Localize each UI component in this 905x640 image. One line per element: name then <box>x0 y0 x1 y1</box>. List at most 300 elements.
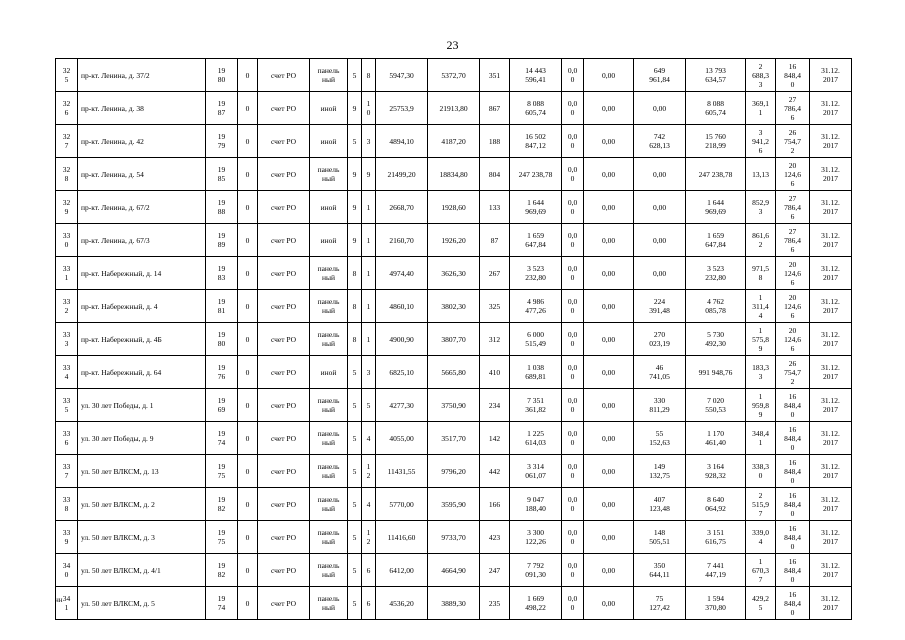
cell-build-year: 19 89 <box>206 224 238 257</box>
cell-wall-type: панель ный <box>310 323 348 356</box>
cell-fund-amount: 0,00 <box>584 389 634 422</box>
cell-deadline: 31.12. 2017 <box>810 521 852 554</box>
cell-living-area: 3626,30 <box>428 257 480 290</box>
table-row <box>56 59 852 92</box>
cell-unit-cost: 429,2 5 <box>746 587 776 620</box>
cell-deadline: 31.12. 2017 <box>810 158 852 191</box>
cell-fund-amount: 0,00 <box>584 422 634 455</box>
cell-living-area: 9733,70 <box>428 521 480 554</box>
cell-deadline: 31.12. 2017 <box>810 92 852 125</box>
cell-deadline: 31.12. 2017 <box>810 191 852 224</box>
cell-fund-amount: 0,00 <box>584 92 634 125</box>
cell-zero-col: 0 <box>238 488 258 521</box>
cell-living-area: 5372,70 <box>428 59 480 92</box>
cell-floors: 5 <box>348 554 362 587</box>
cell-fund-amount: 0,00 <box>584 488 634 521</box>
cell-fund-share: 0,0 0 <box>562 389 584 422</box>
cell-max-cost: 20 124,6 6 <box>776 257 810 290</box>
cell-address: пр-кт. Набережный, д. 14 <box>78 257 206 290</box>
cell-total-cost: 1 644 969,69 <box>510 191 562 224</box>
cell-other-funds: 7 020 550,53 <box>686 389 746 422</box>
cell-deadline: 31.12. 2017 <box>810 323 852 356</box>
cell-entrances: 3 <box>362 356 376 389</box>
cell-entrances: 1 2 <box>362 521 376 554</box>
table-row <box>56 389 852 422</box>
cell-address: пр-кт. Ленина, д. 54 <box>78 158 206 191</box>
cell-residents: 87 <box>480 224 510 257</box>
cell-owner-funds: 407 123,48 <box>634 488 686 521</box>
cell-total-cost: 3 523 232,80 <box>510 257 562 290</box>
cell-address: ул. 30 лет Победы, д. 9 <box>78 422 206 455</box>
cell-build-year: 19 74 <box>206 587 238 620</box>
cell-total-cost: 3 314 061,07 <box>510 455 562 488</box>
cell-floors: 9 <box>348 92 362 125</box>
cell-total-cost: 1 669 498,22 <box>510 587 562 620</box>
cell-owner-funds: 46 741,05 <box>634 356 686 389</box>
cell-zero-col: 0 <box>238 125 258 158</box>
cell-total-area: 4860,10 <box>376 290 428 323</box>
cell-floors: 8 <box>348 257 362 290</box>
cell-unit-cost: 1 670,3 7 <box>746 554 776 587</box>
cell-zero-col: 0 <box>238 389 258 422</box>
cell-living-area: 5665,80 <box>428 356 480 389</box>
cell-address: ул. 50 лет ВЛКСМ, д. 13 <box>78 455 206 488</box>
cell-address: пр-кт. Набережный, д. 64 <box>78 356 206 389</box>
cell-living-area: 18834,80 <box>428 158 480 191</box>
cell-fund-amount: 0,00 <box>584 554 634 587</box>
cell-fund-amount: 0,00 <box>584 455 634 488</box>
footer-mark: нн <box>55 596 63 604</box>
cell-address: пр-кт. Набережный, д. 4 <box>78 290 206 323</box>
cell-fund-amount: 0,00 <box>584 257 634 290</box>
cell-deadline: 31.12. 2017 <box>810 224 852 257</box>
cell-account-type: счет РО <box>258 356 310 389</box>
cell-residents: 410 <box>480 356 510 389</box>
cell-other-funds: 1 659 647,84 <box>686 224 746 257</box>
cell-total-cost: 7 351 361,82 <box>510 389 562 422</box>
cell-total-cost: 247 238,78 <box>510 158 562 191</box>
cell-residents: 351 <box>480 59 510 92</box>
cell-address: ул. 30 лет Победы, д. 1 <box>78 389 206 422</box>
cell-zero-col: 0 <box>238 323 258 356</box>
cell-owner-funds: 742 628,13 <box>634 125 686 158</box>
cell-living-area: 3802,30 <box>428 290 480 323</box>
cell-wall-type: панель ный <box>310 455 348 488</box>
cell-fund-amount: 0,00 <box>584 587 634 620</box>
cell-total-area: 11431,55 <box>376 455 428 488</box>
cell-fund-share: 0,0 0 <box>562 554 584 587</box>
cell-fund-amount: 0,00 <box>584 521 634 554</box>
cell-wall-type: панель ный <box>310 587 348 620</box>
cell-fund-share: 0,0 0 <box>562 125 584 158</box>
cell-account-type: счет РО <box>258 59 310 92</box>
cell-residents: 234 <box>480 389 510 422</box>
cell-account-type: счет РО <box>258 92 310 125</box>
cell-total-cost: 14 443 596,41 <box>510 59 562 92</box>
table-row <box>56 290 852 323</box>
cell-row-number: 32 8 <box>56 158 78 191</box>
cell-build-year: 19 83 <box>206 257 238 290</box>
cell-owner-funds: 330 811,29 <box>634 389 686 422</box>
cell-unit-cost: 338,3 0 <box>746 455 776 488</box>
cell-entrances: 1 <box>362 257 376 290</box>
cell-deadline: 31.12. 2017 <box>810 290 852 323</box>
cell-other-funds: 1 644 969,69 <box>686 191 746 224</box>
cell-address: пр-кт. Ленина, д. 67/2 <box>78 191 206 224</box>
cell-other-funds: 15 760 218,99 <box>686 125 746 158</box>
cell-living-area: 21913,80 <box>428 92 480 125</box>
cell-total-cost: 7 792 091,30 <box>510 554 562 587</box>
table-row <box>56 422 852 455</box>
cell-total-area: 4974,40 <box>376 257 428 290</box>
cell-build-year: 19 82 <box>206 554 238 587</box>
cell-floors: 5 <box>348 389 362 422</box>
cell-wall-type: иной <box>310 125 348 158</box>
cell-build-year: 19 82 <box>206 488 238 521</box>
cell-zero-col: 0 <box>238 521 258 554</box>
cell-entrances: 4 <box>362 488 376 521</box>
table-row <box>56 356 852 389</box>
cell-entrances: 6 <box>362 587 376 620</box>
cell-floors: 5 <box>348 59 362 92</box>
cell-account-type: счет РО <box>258 224 310 257</box>
cell-entrances: 1 0 <box>362 92 376 125</box>
cell-owner-funds: 75 127,42 <box>634 587 686 620</box>
cell-deadline: 31.12. 2017 <box>810 125 852 158</box>
cell-total-area: 4055,00 <box>376 422 428 455</box>
cell-other-funds: 5 730 492,30 <box>686 323 746 356</box>
cell-unit-cost: 1 959,8 9 <box>746 389 776 422</box>
table-body <box>56 59 852 620</box>
cell-zero-col: 0 <box>238 59 258 92</box>
cell-address: пр-кт. Набережный, д. 4Б <box>78 323 206 356</box>
cell-fund-share: 0,0 0 <box>562 191 584 224</box>
table-row <box>56 224 852 257</box>
cell-entrances: 3 <box>362 125 376 158</box>
cell-living-area: 3807,70 <box>428 323 480 356</box>
cell-account-type: счет РО <box>258 587 310 620</box>
cell-total-cost: 8 088 605,74 <box>510 92 562 125</box>
table-row <box>56 587 852 620</box>
cell-owner-funds: 0,00 <box>634 191 686 224</box>
cell-zero-col: 0 <box>238 224 258 257</box>
table-row <box>56 521 852 554</box>
table-row <box>56 257 852 290</box>
cell-zero-col: 0 <box>238 191 258 224</box>
cell-owner-funds: 0,00 <box>634 92 686 125</box>
cell-build-year: 19 81 <box>206 290 238 323</box>
cell-unit-cost: 339,0 4 <box>746 521 776 554</box>
cell-living-area: 9796,20 <box>428 455 480 488</box>
cell-fund-amount: 0,00 <box>584 356 634 389</box>
cell-entrances: 6 <box>362 554 376 587</box>
table-row <box>56 92 852 125</box>
cell-build-year: 19 69 <box>206 389 238 422</box>
cell-account-type: счет РО <box>258 554 310 587</box>
table-row <box>56 191 852 224</box>
cell-address: пр-кт. Ленина, д. 38 <box>78 92 206 125</box>
cell-deadline: 31.12. 2017 <box>810 389 852 422</box>
cell-living-area: 3889,30 <box>428 587 480 620</box>
cell-residents: 235 <box>480 587 510 620</box>
page-number: 23 <box>446 38 459 52</box>
cell-residents: 325 <box>480 290 510 323</box>
cell-total-area: 6412,00 <box>376 554 428 587</box>
cell-unit-cost: 13,13 <box>746 158 776 191</box>
data-table-container <box>55 58 851 620</box>
cell-entrances: 1 <box>362 290 376 323</box>
cell-owner-funds: 0,00 <box>634 257 686 290</box>
cell-total-area: 4900,90 <box>376 323 428 356</box>
cell-other-funds: 3 151 616,75 <box>686 521 746 554</box>
cell-row-number: 33 8 <box>56 488 78 521</box>
cell-residents: 188 <box>480 125 510 158</box>
cell-unit-cost: 369,1 1 <box>746 92 776 125</box>
cell-account-type: счет РО <box>258 521 310 554</box>
cell-address: пр-кт. Ленина, д. 67/3 <box>78 224 206 257</box>
cell-unit-cost: 1 575,8 9 <box>746 323 776 356</box>
cell-fund-amount: 0,00 <box>584 125 634 158</box>
cell-residents: 867 <box>480 92 510 125</box>
cell-zero-col: 0 <box>238 587 258 620</box>
cell-entrances: 1 2 <box>362 455 376 488</box>
cell-wall-type: иной <box>310 92 348 125</box>
cell-living-area: 3595,90 <box>428 488 480 521</box>
cell-total-cost: 4 986 477,26 <box>510 290 562 323</box>
cell-zero-col: 0 <box>238 257 258 290</box>
cell-row-number: 34 0 <box>56 554 78 587</box>
cell-total-cost: 16 502 847,12 <box>510 125 562 158</box>
cell-wall-type: иной <box>310 191 348 224</box>
cell-other-funds: 991 948,76 <box>686 356 746 389</box>
cell-deadline: 31.12. 2017 <box>810 422 852 455</box>
cell-owner-funds: 224 391,48 <box>634 290 686 323</box>
cell-deadline: 31.12. 2017 <box>810 488 852 521</box>
cell-total-area: 2160,70 <box>376 224 428 257</box>
cell-account-type: счет РО <box>258 191 310 224</box>
cell-max-cost: 20 124,6 6 <box>776 290 810 323</box>
cell-total-cost: 1 659 647,84 <box>510 224 562 257</box>
cell-wall-type: панель ный <box>310 59 348 92</box>
cell-address: ул. 50 лет ВЛКСМ, д. 2 <box>78 488 206 521</box>
cell-floors: 5 <box>348 356 362 389</box>
cell-floors: 9 <box>348 191 362 224</box>
cell-account-type: счет РО <box>258 455 310 488</box>
cell-total-cost: 6 000 515,49 <box>510 323 562 356</box>
cell-floors: 5 <box>348 488 362 521</box>
cell-wall-type: панель ный <box>310 158 348 191</box>
cell-wall-type: панель ный <box>310 422 348 455</box>
cell-total-area: 11416,60 <box>376 521 428 554</box>
cell-residents: 247 <box>480 554 510 587</box>
cell-fund-share: 0,0 0 <box>562 323 584 356</box>
cell-row-number: 32 5 <box>56 59 78 92</box>
table-row <box>56 554 852 587</box>
cell-row-number: 33 6 <box>56 422 78 455</box>
cell-wall-type: иной <box>310 356 348 389</box>
cell-unit-cost: 1 311,4 4 <box>746 290 776 323</box>
cell-entrances: 5 <box>362 389 376 422</box>
cell-max-cost: 27 786,4 6 <box>776 224 810 257</box>
cell-max-cost: 16 848,4 0 <box>776 455 810 488</box>
cell-row-number: 33 3 <box>56 323 78 356</box>
cell-owner-funds: 149 132,75 <box>634 455 686 488</box>
cell-fund-share: 0,0 0 <box>562 521 584 554</box>
cell-max-cost: 26 754,7 2 <box>776 125 810 158</box>
cell-fund-share: 0,0 0 <box>562 92 584 125</box>
cell-max-cost: 26 754,7 2 <box>776 356 810 389</box>
cell-account-type: счет РО <box>258 488 310 521</box>
cell-deadline: 31.12. 2017 <box>810 587 852 620</box>
cell-max-cost: 27 786,4 6 <box>776 191 810 224</box>
cell-unit-cost: 183,3 3 <box>746 356 776 389</box>
cell-owner-funds: 270 023,19 <box>634 323 686 356</box>
cell-zero-col: 0 <box>238 158 258 191</box>
cell-residents: 166 <box>480 488 510 521</box>
cell-max-cost: 27 786,4 6 <box>776 92 810 125</box>
cell-account-type: счет РО <box>258 158 310 191</box>
cell-other-funds: 13 793 634,57 <box>686 59 746 92</box>
cell-row-number: 33 1 <box>56 257 78 290</box>
cell-fund-share: 0,0 0 <box>562 290 584 323</box>
cell-entrances: 1 <box>362 323 376 356</box>
cell-living-area: 1928,60 <box>428 191 480 224</box>
cell-other-funds: 3 523 232,80 <box>686 257 746 290</box>
cell-floors: 5 <box>348 422 362 455</box>
cell-owner-funds: 350 644,11 <box>634 554 686 587</box>
cell-other-funds: 8 640 064,92 <box>686 488 746 521</box>
cell-address: пр-кт. Ленина, д. 42 <box>78 125 206 158</box>
cell-build-year: 19 75 <box>206 521 238 554</box>
table-row <box>56 125 852 158</box>
cell-build-year: 19 74 <box>206 422 238 455</box>
cell-other-funds: 1 170 461,40 <box>686 422 746 455</box>
cell-fund-share: 0,0 0 <box>562 488 584 521</box>
cell-deadline: 31.12. 2017 <box>810 554 852 587</box>
cell-floors: 8 <box>348 290 362 323</box>
cell-build-year: 19 75 <box>206 455 238 488</box>
cell-owner-funds: 0,00 <box>634 158 686 191</box>
cell-owner-funds: 0,00 <box>634 224 686 257</box>
cell-zero-col: 0 <box>238 356 258 389</box>
cell-max-cost: 20 124,6 6 <box>776 158 810 191</box>
cell-other-funds: 8 088 605,74 <box>686 92 746 125</box>
cell-owner-funds: 148 505,51 <box>634 521 686 554</box>
cell-address: пр-кт. Ленина, д. 37/2 <box>78 59 206 92</box>
cell-row-number: 33 2 <box>56 290 78 323</box>
cell-zero-col: 0 <box>238 422 258 455</box>
cell-total-area: 25753,9 <box>376 92 428 125</box>
cell-residents: 442 <box>480 455 510 488</box>
cell-floors: 5 <box>348 125 362 158</box>
cell-owner-funds: 649 961,84 <box>634 59 686 92</box>
cell-total-area: 21499,20 <box>376 158 428 191</box>
cell-address: ул. 50 лет ВЛКСМ, д. 5 <box>78 587 206 620</box>
cell-max-cost: 16 848,4 0 <box>776 521 810 554</box>
cell-total-cost: 1 038 689,81 <box>510 356 562 389</box>
cell-other-funds: 247 238,78 <box>686 158 746 191</box>
cell-deadline: 31.12. 2017 <box>810 59 852 92</box>
cell-row-number: 33 0 <box>56 224 78 257</box>
data-table <box>55 58 852 620</box>
cell-entrances: 9 <box>362 158 376 191</box>
cell-unit-cost: 2 515,9 7 <box>746 488 776 521</box>
cell-build-year: 19 80 <box>206 59 238 92</box>
cell-account-type: счет РО <box>258 389 310 422</box>
cell-account-type: счет РО <box>258 422 310 455</box>
cell-row-number: 32 9 <box>56 191 78 224</box>
cell-fund-share: 0,0 0 <box>562 587 584 620</box>
cell-floors: 5 <box>348 587 362 620</box>
cell-total-area: 5947,30 <box>376 59 428 92</box>
cell-fund-amount: 0,00 <box>584 59 634 92</box>
cell-other-funds: 7 441 447,19 <box>686 554 746 587</box>
cell-row-number: 33 4 <box>56 356 78 389</box>
cell-account-type: счет РО <box>258 125 310 158</box>
cell-deadline: 31.12. 2017 <box>810 356 852 389</box>
cell-fund-share: 0,0 0 <box>562 356 584 389</box>
cell-build-year: 19 76 <box>206 356 238 389</box>
cell-total-cost: 9 047 188,40 <box>510 488 562 521</box>
cell-unit-cost: 852,9 3 <box>746 191 776 224</box>
cell-wall-type: панель ный <box>310 389 348 422</box>
cell-total-area: 2668,70 <box>376 191 428 224</box>
cell-build-year: 19 85 <box>206 158 238 191</box>
cell-floors: 9 <box>348 224 362 257</box>
cell-living-area: 4187,20 <box>428 125 480 158</box>
table-row <box>56 323 852 356</box>
table-row <box>56 455 852 488</box>
cell-unit-cost: 971,5 8 <box>746 257 776 290</box>
cell-residents: 267 <box>480 257 510 290</box>
cell-account-type: счет РО <box>258 257 310 290</box>
cell-total-area: 4536,20 <box>376 587 428 620</box>
cell-floors: 5 <box>348 521 362 554</box>
cell-address: ул. 50 лет ВЛКСМ, д. 4/1 <box>78 554 206 587</box>
cell-address: ул. 50 лет ВЛКСМ, д. 3 <box>78 521 206 554</box>
cell-floors: 9 <box>348 158 362 191</box>
cell-fund-amount: 0,00 <box>584 191 634 224</box>
cell-total-area: 6825,10 <box>376 356 428 389</box>
cell-fund-share: 0,0 0 <box>562 455 584 488</box>
cell-total-area: 4277,30 <box>376 389 428 422</box>
cell-deadline: 31.12. 2017 <box>810 257 852 290</box>
cell-zero-col: 0 <box>238 455 258 488</box>
table-row <box>56 158 852 191</box>
cell-row-number: 32 7 <box>56 125 78 158</box>
cell-wall-type: иной <box>310 224 348 257</box>
cell-living-area: 4664,90 <box>428 554 480 587</box>
cell-entrances: 4 <box>362 422 376 455</box>
cell-wall-type: панель ный <box>310 290 348 323</box>
cell-entrances: 1 <box>362 224 376 257</box>
cell-zero-col: 0 <box>238 92 258 125</box>
cell-owner-funds: 55 152,63 <box>634 422 686 455</box>
cell-residents: 142 <box>480 422 510 455</box>
cell-fund-share: 0,0 0 <box>562 158 584 191</box>
cell-row-number: 33 5 <box>56 389 78 422</box>
cell-wall-type: панель ный <box>310 488 348 521</box>
cell-wall-type: панель ный <box>310 257 348 290</box>
cell-residents: 133 <box>480 191 510 224</box>
cell-build-year: 19 79 <box>206 125 238 158</box>
cell-total-area: 4894,10 <box>376 125 428 158</box>
cell-living-area: 3517,70 <box>428 422 480 455</box>
cell-account-type: счет РО <box>258 290 310 323</box>
cell-unit-cost: 2 688,3 3 <box>746 59 776 92</box>
cell-row-number: 32 6 <box>56 92 78 125</box>
cell-wall-type: панель ный <box>310 521 348 554</box>
